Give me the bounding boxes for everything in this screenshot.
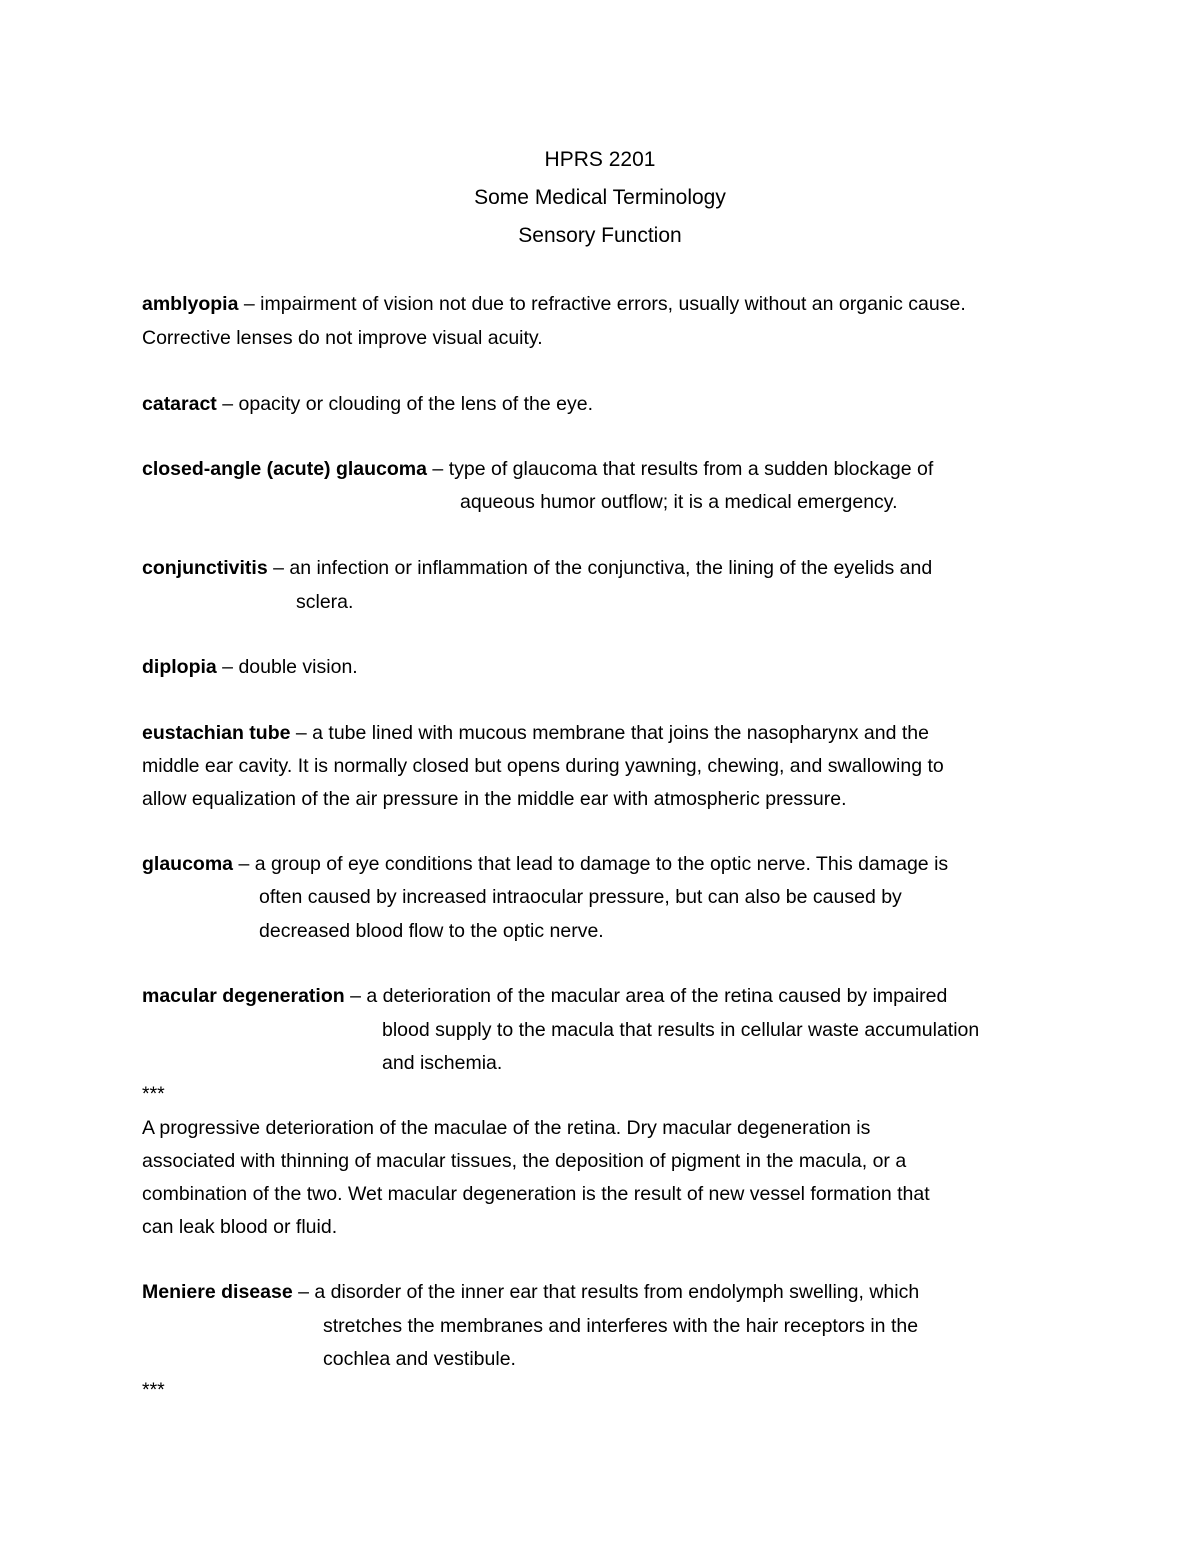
entry-closed-angle-glaucoma <box>142 456 933 482</box>
term-diplopia: diplopia <box>142 656 217 678</box>
definition-line: cochlea and vestibule. <box>323 1348 516 1370</box>
definition-line: can leak blood or fluid. <box>142 1216 338 1238</box>
course-code: HPRS 2201 <box>544 148 656 171</box>
definition-line: blood supply to the macula that results in cellular waste accumulation <box>382 1019 980 1041</box>
definition-line: a tube lined with mucous membrane that joins the nasopharynx and the <box>312 722 929 744</box>
definition-line: a disorder of the inner ear that results from endolymph swelling, which <box>314 1281 920 1303</box>
definition-line: combination of the two. Wet macular degeneration is the result of new vessel formation that <box>142 1183 930 1205</box>
definition-line: impairment of vision not due to refractive errors, usually without an organic cause. <box>260 293 966 315</box>
dash: – <box>243 293 255 315</box>
term-amblyopia: amblyopia <box>142 293 239 315</box>
definition-line: a group of eye conditions that lead to damage to the optic nerve. This damage is <box>254 853 949 875</box>
dash: – <box>432 458 444 480</box>
definition-line: a deterioration of the macular area of the retina caused by impaired <box>366 985 948 1007</box>
term-closed-angle-glaucoma: closed-angle (acute) glaucoma <box>142 458 427 480</box>
dash: – <box>222 393 234 415</box>
dash: – <box>222 656 234 678</box>
definition-line: A progressive deterioration of the maculae of the retina. Dry macular degeneration is <box>142 1117 871 1139</box>
dash: – <box>298 1281 309 1303</box>
definition-line: decreased blood flow to the optic nerve. <box>259 920 604 942</box>
term-conjunctivitis: conjunctivitis <box>142 557 268 579</box>
definition-line: aqueous humor outflow; it is a medical emergency. <box>460 491 898 513</box>
dash: – <box>350 985 361 1007</box>
term-glaucoma: glaucoma <box>142 853 234 875</box>
definition-line: middle ear cavity. It is normally closed but opens during yawning, chewing, and swallowing to <box>142 755 944 777</box>
definition-line: opacity or clouding of the lens of the eye. <box>238 393 593 415</box>
entry-amblyopia <box>142 291 966 317</box>
definition-line: allow equalization of the air pressure in the middle ear with atmospheric pressure. <box>142 788 847 810</box>
definition-line: often caused by increased intraocular pressure, but can also be caused by <box>259 886 902 908</box>
document-subtitle: Sensory Function <box>518 224 682 247</box>
entry-eustachian-tube <box>142 720 929 746</box>
term-cataract: cataract <box>142 393 217 415</box>
definition-line: stretches the membranes and interferes with the hair receptors in the <box>323 1315 919 1337</box>
dash: – <box>295 722 307 744</box>
separator-asterisks: *** <box>142 1379 165 1401</box>
entry-cataract <box>142 391 593 417</box>
entry-meniere-disease <box>142 1279 919 1305</box>
dash: – <box>238 853 250 875</box>
term-eustachian-tube: eustachian tube <box>142 722 291 744</box>
definition-line: an infection or inflammation of the conjunctiva, the lining of the eyelids and <box>289 557 933 579</box>
entry-diplopia <box>142 654 358 680</box>
separator-asterisks: *** <box>142 1083 165 1105</box>
dash: – <box>273 557 284 579</box>
definition-line: Corrective lenses do not improve visual acuity. <box>142 327 543 349</box>
definition-line: double vision. <box>238 656 358 678</box>
definition-line: associated with thinning of macular tissues, the deposition of pigment in the macula, or a <box>142 1150 907 1172</box>
definition-line: type of glaucoma that results from a sudden blockage of <box>448 458 934 480</box>
definition-line: sclera. <box>296 591 354 613</box>
entry-glaucoma <box>142 851 948 877</box>
term-macular-degeneration: macular degeneration <box>142 985 345 1007</box>
entry-conjunctivitis <box>142 555 932 581</box>
definition-line: and ischemia. <box>382 1052 503 1074</box>
entry-macular-degeneration <box>142 983 947 1009</box>
document-title: Some Medical Terminology <box>474 186 726 209</box>
term-meniere-disease: Meniere disease <box>142 1281 293 1303</box>
